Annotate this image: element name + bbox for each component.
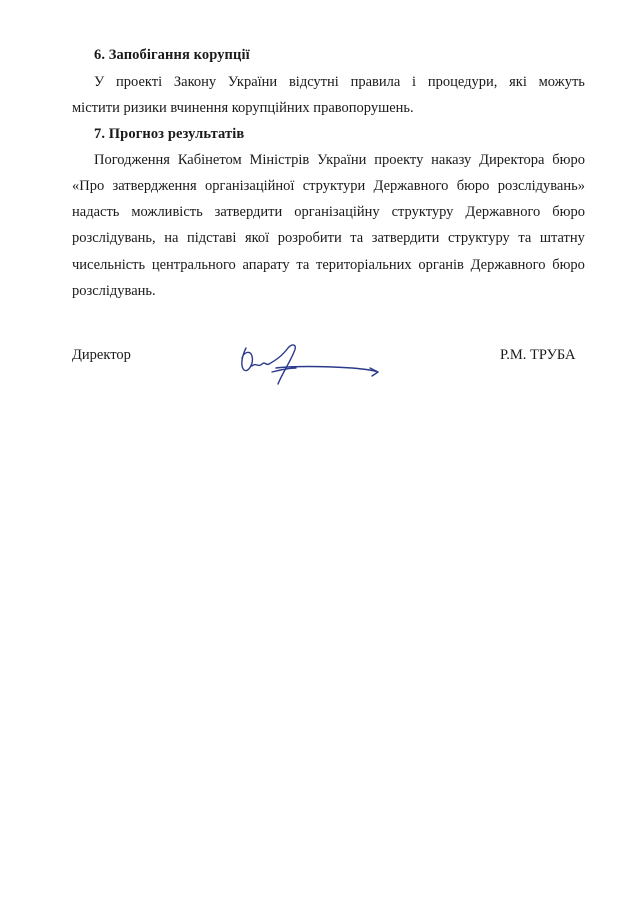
- word: бюро: [552, 257, 585, 273]
- word: можуть: [538, 74, 585, 90]
- word: відсутні: [288, 74, 339, 90]
- word: і: [412, 74, 417, 90]
- word: бюро: [552, 152, 585, 168]
- word: Кабінетом: [177, 152, 242, 168]
- word: правила: [350, 74, 401, 90]
- word: України: [227, 74, 278, 90]
- word: Державного: [373, 178, 449, 194]
- word: Міністрів: [249, 152, 310, 168]
- word: У: [94, 74, 105, 90]
- word: апарату: [242, 257, 290, 273]
- word: та: [296, 257, 310, 273]
- word: наказу: [431, 152, 472, 168]
- section-7-line-4: [72, 228, 585, 248]
- word: України: [317, 152, 367, 168]
- word: структуру: [447, 230, 510, 246]
- word: затвердити: [371, 230, 440, 246]
- section-7-line-1: [94, 150, 585, 170]
- word: бюро: [456, 178, 490, 194]
- word: процедури,: [427, 74, 498, 90]
- section-7-line-2: [72, 176, 585, 196]
- word: центрального: [151, 257, 236, 273]
- word: на: [164, 230, 179, 246]
- section-6-line-2: містити ризики вчинення корупційних правопорушень.: [72, 100, 414, 116]
- section-7-line-5: [72, 255, 585, 275]
- word: якої: [244, 230, 270, 246]
- word: підставі: [186, 230, 237, 246]
- word: розслідувань,: [72, 230, 156, 246]
- word: затвердити: [214, 204, 283, 220]
- word: та: [518, 230, 532, 246]
- word: чисельність: [72, 257, 146, 273]
- word: можливість: [131, 204, 203, 220]
- section-7-heading: 7. Прогноз результатів: [94, 126, 245, 142]
- handwritten-signature: [232, 338, 387, 388]
- word: бюро: [552, 204, 585, 220]
- word: надасть: [72, 204, 120, 220]
- section-6-heading: 6. Запобігання корупції: [94, 47, 250, 63]
- word: Директора: [479, 152, 545, 168]
- section-7-line-3: [72, 202, 585, 222]
- section-7-line-6: розслідувань.: [72, 283, 156, 299]
- word: Державного: [470, 257, 546, 273]
- word: розслідувань»: [497, 178, 585, 194]
- section-6-line-1: [94, 72, 585, 92]
- word: територіальних: [316, 257, 412, 273]
- word: «Про: [72, 178, 105, 194]
- word: проекті: [116, 74, 163, 90]
- word: організаційної: [205, 178, 295, 194]
- signatory-title: Директор: [72, 347, 131, 363]
- word: організаційну: [294, 204, 380, 220]
- word: Погодження: [94, 152, 170, 168]
- word: затвердження: [112, 178, 197, 194]
- signatory-name: Р.М. ТРУБА: [500, 347, 576, 363]
- word: Державного: [465, 204, 541, 220]
- word: структури: [302, 178, 366, 194]
- word: органів: [418, 257, 464, 273]
- word: проекту: [374, 152, 424, 168]
- word: штатну: [539, 230, 585, 246]
- word: структуру: [391, 204, 454, 220]
- word: Закону: [173, 74, 217, 90]
- word: розробити: [277, 230, 342, 246]
- word: та: [350, 230, 364, 246]
- word: які: [509, 74, 527, 90]
